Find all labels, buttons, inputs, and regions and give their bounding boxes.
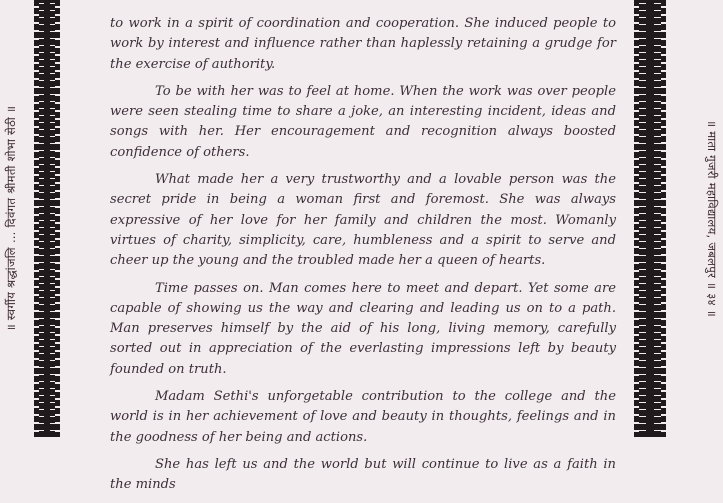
right-decorative-border bbox=[634, 0, 666, 437]
page-text-body bbox=[110, 14, 616, 503]
right-margin-caption bbox=[699, 0, 723, 437]
paragraph-5: Madam Sethi's unforgetable contribution to the college and the world is in her achievement of love and beauty in thoughts, feelings and in the goodness of her being and actions. bbox=[110, 389, 616, 445]
paragraph-1: to work in a spirit of coordination and cooperation. She induced people to work by interest and influence rather than haplessly retaining a grudge for the exercise of authority. bbox=[110, 16, 616, 72]
left-decorative-border bbox=[34, 0, 60, 437]
left-caption-text: ॥ स्वर्गीय श्रद्धांजलि … दिवंगत श्रीमती शोभा सेठी ॥ bbox=[4, 105, 19, 332]
paragraph-4: Time passes on. Man comes here to meet and depart. Yet some are capable of showing us the way and clearing and leading us on to a path. Man preserves himself by the aid of his long, living memory, carefully sorted out in appreciation of the everlasting impressions left by beauty founded on truth. bbox=[110, 280, 616, 377]
right-caption-text: ॥ माता गुजरी महाविद्यालय, जबलपुर ॥ ३४ ॥ bbox=[704, 120, 719, 317]
paragraph-2: To be with her was to feel at home. When the work was over people were seen stealing time to share a joke, an interesting incident, ideas and songs with her. Her encouragement and recognition always boosted confidence of others. bbox=[110, 83, 616, 160]
left-margin-caption bbox=[0, 0, 24, 437]
paragraph-3: What made her a very trustworthy and a lovable person was the secret pride in being a woman first and foremost. She was always expressive of her love for her family and children the most. Womanly virtues of charity, simplicity, care, humbleness and a spirit to serve and cheer up the young and the troubled made her a queen of hearts. bbox=[110, 172, 616, 269]
paragraph-6: She has left us and the world but will continue to live as a faith in the minds bbox=[110, 456, 616, 493]
